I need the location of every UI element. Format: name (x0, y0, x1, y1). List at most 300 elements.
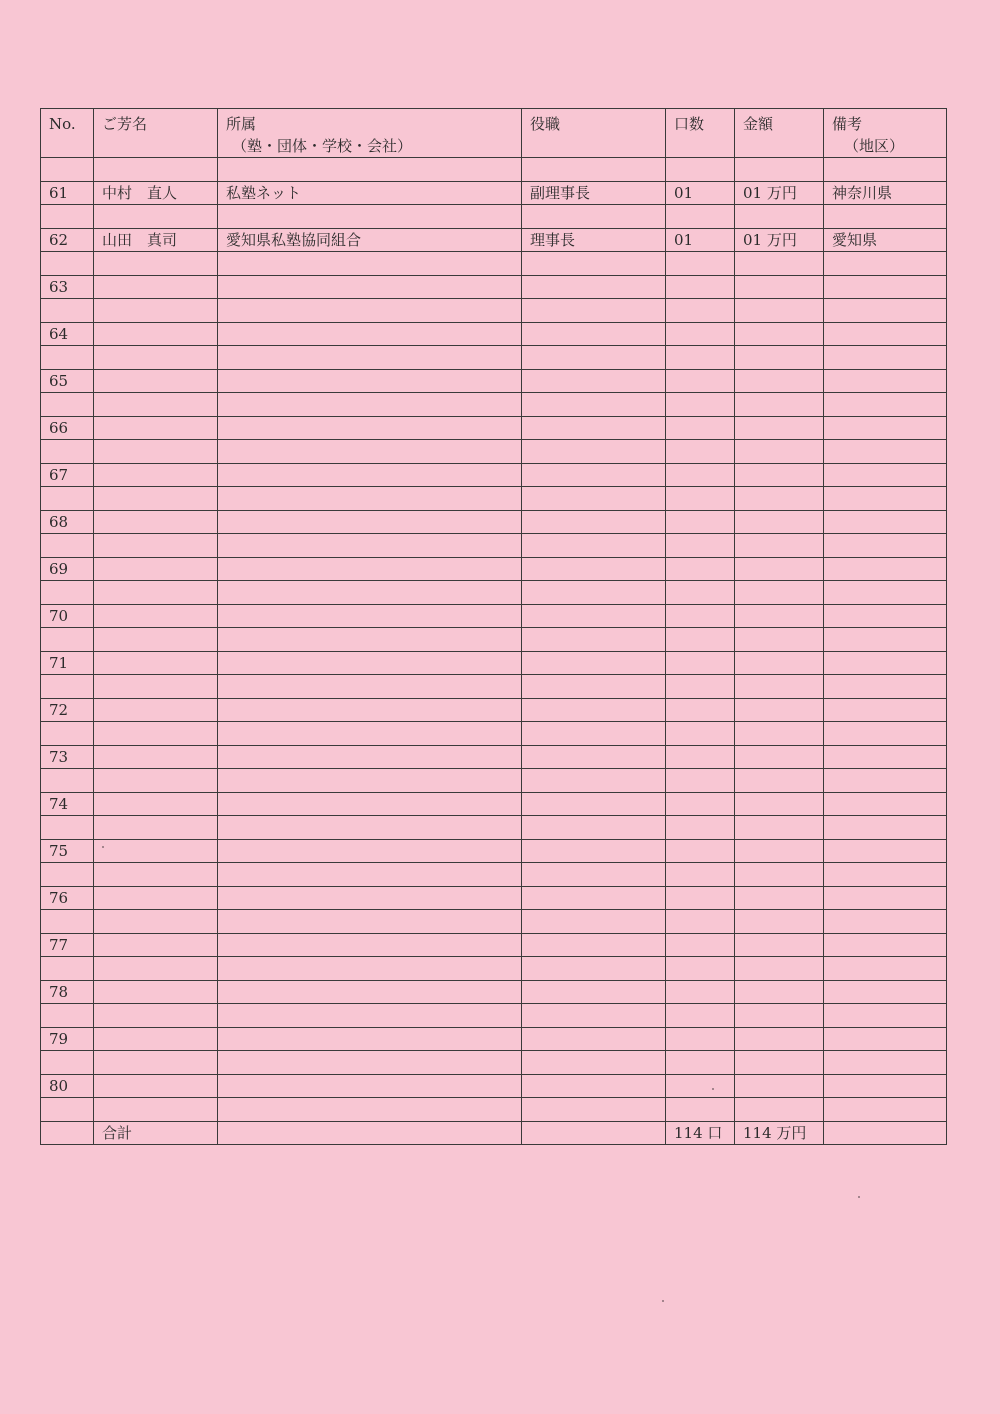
spacer-cell (824, 346, 947, 370)
spacer-cell (735, 628, 824, 652)
spacer-cell (666, 910, 735, 934)
spacer-cell (218, 1004, 522, 1028)
cell-units (666, 322, 735, 346)
table-row (41, 510, 947, 534)
cell-name (94, 557, 218, 581)
spacer-cell (666, 863, 735, 887)
cell-position (522, 886, 666, 910)
spacer-cell (666, 722, 735, 746)
cell-amount (735, 1027, 824, 1051)
cell-remarks (824, 275, 947, 299)
spacer-cell (824, 534, 947, 558)
spacer-cell (218, 534, 522, 558)
cell-remarks (824, 557, 947, 581)
spacer-cell (522, 393, 666, 417)
cell-no: 75 (41, 839, 94, 863)
cell-units (666, 745, 735, 769)
cell-name (94, 980, 218, 1004)
spacer-cell (735, 534, 824, 558)
cell-amount (735, 698, 824, 722)
cell-remarks: 神奈川県 (824, 181, 947, 205)
spacer-cell (666, 675, 735, 699)
spacer-row (41, 581, 947, 605)
spacer-cell (522, 581, 666, 605)
header-amount: 金額 (735, 109, 824, 158)
spacer-row (41, 1004, 947, 1028)
paper-speck (102, 846, 104, 848)
cell-amount (735, 557, 824, 581)
table-row (41, 839, 947, 863)
spacer-cell (218, 816, 522, 840)
spacer-cell (218, 675, 522, 699)
spacer-cell (41, 675, 94, 699)
cell-position (522, 745, 666, 769)
spacer-cell (824, 1004, 947, 1028)
spacer-cell (735, 675, 824, 699)
spacer-row (41, 299, 947, 323)
spacer-cell (666, 816, 735, 840)
cell-no: 73 (41, 745, 94, 769)
cell-amount (735, 604, 824, 628)
spacer-row (41, 252, 947, 276)
spacer-cell (735, 158, 824, 182)
cell-no: 63 (41, 275, 94, 299)
spacer-cell (666, 440, 735, 464)
cell-no: 71 (41, 651, 94, 675)
cell-units (666, 933, 735, 957)
spacer-cell (522, 863, 666, 887)
spacer-cell (94, 581, 218, 605)
cell-affiliation (218, 698, 522, 722)
spacer-cell (824, 205, 947, 229)
spacer-cell (94, 393, 218, 417)
table-row (41, 463, 947, 487)
spacer-cell (41, 957, 94, 981)
spacer-cell (94, 440, 218, 464)
spacer-cell (824, 158, 947, 182)
cell-units: 01 (666, 181, 735, 205)
cell-position (522, 557, 666, 581)
cell-position (522, 1074, 666, 1098)
cell-units (666, 369, 735, 393)
cell-units (666, 416, 735, 440)
spacer-cell (218, 158, 522, 182)
spacer-cell (218, 1098, 522, 1122)
cell-position (522, 463, 666, 487)
cell-position (522, 933, 666, 957)
cell-amount (735, 933, 824, 957)
header-no: No. (41, 109, 94, 158)
cell-units (666, 1027, 735, 1051)
spacer-cell (666, 205, 735, 229)
cell-affiliation (218, 322, 522, 346)
spacer-row (41, 863, 947, 887)
cell-position (522, 698, 666, 722)
spacer-cell (218, 910, 522, 934)
cell-affiliation (218, 839, 522, 863)
table-row (41, 886, 947, 910)
spacer-cell (41, 346, 94, 370)
spacer-cell (824, 252, 947, 276)
spacer-cell (41, 722, 94, 746)
spacer-cell (824, 299, 947, 323)
cell-amount (735, 745, 824, 769)
cell-position (522, 1027, 666, 1051)
spacer-row (41, 628, 947, 652)
spacer-cell (522, 299, 666, 323)
header-name: ご芳名 (94, 109, 218, 158)
spacer-cell (735, 910, 824, 934)
cell-affiliation (218, 463, 522, 487)
spacer-cell (666, 299, 735, 323)
total-no-cell (41, 1121, 94, 1144)
spacer-cell (666, 581, 735, 605)
spacer-cell (666, 628, 735, 652)
table-row (41, 1074, 947, 1098)
spacer-cell (41, 581, 94, 605)
table-row (41, 228, 947, 252)
total-label: 合計 (94, 1121, 218, 1144)
cell-affiliation (218, 792, 522, 816)
spacer-cell (218, 440, 522, 464)
spacer-cell (522, 158, 666, 182)
table-row (41, 275, 947, 299)
spacer-cell (94, 252, 218, 276)
total-position-cell (522, 1121, 666, 1144)
table-row (41, 369, 947, 393)
total-remarks-cell (824, 1121, 947, 1144)
spacer-cell (41, 628, 94, 652)
spacer-cell (824, 628, 947, 652)
cell-position (522, 651, 666, 675)
spacer-cell (94, 910, 218, 934)
spacer-cell (41, 863, 94, 887)
spacer-cell (41, 393, 94, 417)
spacer-row (41, 769, 947, 793)
cell-remarks (824, 1074, 947, 1098)
cell-units (666, 792, 735, 816)
cell-amount (735, 980, 824, 1004)
header-position: 役職 (522, 109, 666, 158)
cell-remarks (824, 604, 947, 628)
cell-position (522, 416, 666, 440)
spacer-cell (735, 205, 824, 229)
cell-amount (735, 369, 824, 393)
spacer-cell (218, 1051, 522, 1075)
spacer-cell (824, 1098, 947, 1122)
spacer-row (41, 534, 947, 558)
spacer-cell (666, 957, 735, 981)
spacer-cell (94, 346, 218, 370)
spacer-cell (94, 675, 218, 699)
spacer-cell (735, 1098, 824, 1122)
spacer-cell (41, 299, 94, 323)
cell-name (94, 275, 218, 299)
cell-position (522, 604, 666, 628)
spacer-cell (666, 1098, 735, 1122)
spacer-row (41, 816, 947, 840)
spacer-cell (735, 957, 824, 981)
total-amount: 114 万円 (735, 1121, 824, 1144)
table-row (41, 322, 947, 346)
spacer-cell (94, 1098, 218, 1122)
spacer-cell (735, 487, 824, 511)
cell-position (522, 510, 666, 534)
spacer-row (41, 393, 947, 417)
cell-amount (735, 839, 824, 863)
cell-affiliation (218, 1027, 522, 1051)
total-units: 114 口 (666, 1121, 735, 1144)
spacer-cell (522, 487, 666, 511)
spacer-cell (522, 1004, 666, 1028)
spacer-cell (41, 769, 94, 793)
spacer-cell (522, 910, 666, 934)
spacer-cell (735, 299, 824, 323)
spacer-cell (94, 722, 218, 746)
cell-units (666, 463, 735, 487)
cell-name (94, 510, 218, 534)
cell-remarks (824, 651, 947, 675)
spacer-cell (522, 534, 666, 558)
cell-amount (735, 322, 824, 346)
spacer-cell (824, 393, 947, 417)
spacer-cell (522, 957, 666, 981)
cell-units (666, 980, 735, 1004)
spacer-cell (735, 816, 824, 840)
cell-position (522, 839, 666, 863)
spacer-row (41, 675, 947, 699)
spacer-cell (735, 1004, 824, 1028)
cell-no: 72 (41, 698, 94, 722)
cell-affiliation: 私塾ネット (218, 181, 522, 205)
header-remarks-sub: （地区） (844, 137, 905, 155)
cell-remarks (824, 933, 947, 957)
spacer-cell (522, 722, 666, 746)
spacer-cell (41, 252, 94, 276)
spacer-cell (522, 252, 666, 276)
spacer-cell (94, 534, 218, 558)
header-remarks: 備考 （地区） (824, 109, 947, 158)
spacer-cell (522, 346, 666, 370)
donor-ledger-table (40, 108, 947, 1145)
total-row (41, 1121, 947, 1144)
cell-no: 64 (41, 322, 94, 346)
cell-no: 78 (41, 980, 94, 1004)
spacer-cell (94, 769, 218, 793)
spacer-cell (666, 393, 735, 417)
spacer-cell (522, 628, 666, 652)
spacer-cell (218, 299, 522, 323)
cell-remarks (824, 745, 947, 769)
spacer-row (41, 1098, 947, 1122)
cell-name (94, 416, 218, 440)
spacer-row (41, 957, 947, 981)
cell-amount (735, 651, 824, 675)
spacer-cell (94, 205, 218, 229)
cell-units (666, 275, 735, 299)
spacer-cell (41, 910, 94, 934)
cell-no: 69 (41, 557, 94, 581)
cell-remarks (824, 322, 947, 346)
spacer-cell (41, 1098, 94, 1122)
cell-affiliation (218, 369, 522, 393)
cell-position: 理事長 (522, 228, 666, 252)
spacer-cell (824, 769, 947, 793)
table-row (41, 698, 947, 722)
cell-name (94, 839, 218, 863)
spacer-cell (94, 487, 218, 511)
cell-remarks: 愛知県 (824, 228, 947, 252)
cell-no: 79 (41, 1027, 94, 1051)
cell-no: 77 (41, 933, 94, 957)
spacer-cell (735, 252, 824, 276)
spacer-cell (522, 1051, 666, 1075)
cell-affiliation: 愛知県私塾協同組合 (218, 228, 522, 252)
spacer-cell (218, 722, 522, 746)
cell-remarks (824, 510, 947, 534)
spacer-cell (735, 346, 824, 370)
spacer-cell (41, 1004, 94, 1028)
table-row (41, 1027, 947, 1051)
cell-remarks (824, 839, 947, 863)
cell-amount: 01 万円 (735, 181, 824, 205)
spacer-cell (218, 252, 522, 276)
spacer-cell (522, 675, 666, 699)
spacer-cell (735, 581, 824, 605)
header-affiliation-sub: （塾・団体・学校・会社） (232, 137, 413, 155)
table-row (41, 651, 947, 675)
spacer-row (41, 346, 947, 370)
spacer-cell (94, 863, 218, 887)
spacer-cell (218, 393, 522, 417)
cell-remarks (824, 698, 947, 722)
cell-remarks (824, 369, 947, 393)
spacer-cell (735, 1051, 824, 1075)
cell-name (94, 745, 218, 769)
cell-remarks (824, 416, 947, 440)
cell-affiliation (218, 604, 522, 628)
cell-affiliation (218, 651, 522, 675)
cell-name: 山田 真司 (94, 228, 218, 252)
cell-affiliation (218, 275, 522, 299)
cell-units (666, 651, 735, 675)
cell-affiliation (218, 980, 522, 1004)
spacer-row (41, 487, 947, 511)
cell-remarks (824, 792, 947, 816)
spacer-cell (522, 440, 666, 464)
spacer-cell (666, 487, 735, 511)
spacer-cell (735, 440, 824, 464)
spacer-cell (522, 816, 666, 840)
spacer-cell (94, 158, 218, 182)
spacer-cell (41, 816, 94, 840)
cell-no: 62 (41, 228, 94, 252)
cell-amount (735, 886, 824, 910)
spacer-cell (94, 816, 218, 840)
cell-affiliation (218, 886, 522, 910)
spacer-cell (41, 205, 94, 229)
cell-affiliation (218, 933, 522, 957)
cell-position: 副理事長 (522, 181, 666, 205)
cell-amount (735, 416, 824, 440)
cell-name (94, 1027, 218, 1051)
spacer-cell (218, 628, 522, 652)
spacer-cell (41, 534, 94, 558)
table-row (41, 604, 947, 628)
cell-no: 70 (41, 604, 94, 628)
cell-no: 68 (41, 510, 94, 534)
spacer-cell (522, 205, 666, 229)
cell-amount (735, 510, 824, 534)
spacer-row (41, 205, 947, 229)
spacer-cell (94, 628, 218, 652)
table-row (41, 557, 947, 581)
table-row (41, 745, 947, 769)
table-row (41, 181, 947, 205)
cell-name (94, 886, 218, 910)
spacer-cell (824, 581, 947, 605)
cell-units (666, 698, 735, 722)
table-row (41, 416, 947, 440)
cell-no: 66 (41, 416, 94, 440)
cell-name (94, 1074, 218, 1098)
spacer-cell (824, 910, 947, 934)
spacer-cell (218, 205, 522, 229)
spacer-cell (666, 346, 735, 370)
cell-name (94, 369, 218, 393)
cell-remarks (824, 886, 947, 910)
header-affiliation: 所属 （塾・団体・学校・会社） (218, 109, 522, 158)
spacer-cell (218, 769, 522, 793)
spacer-cell (666, 158, 735, 182)
cell-name: 中村 直人 (94, 181, 218, 205)
spacer-cell (824, 722, 947, 746)
cell-position (522, 322, 666, 346)
spacer-cell (824, 863, 947, 887)
cell-name (94, 933, 218, 957)
spacer-cell (94, 299, 218, 323)
cell-affiliation (218, 416, 522, 440)
cell-units: 01 (666, 228, 735, 252)
cell-units (666, 510, 735, 534)
spacer-row (41, 1051, 947, 1075)
spacer-cell (735, 722, 824, 746)
spacer-cell (218, 487, 522, 511)
cell-name (94, 651, 218, 675)
total-affiliation-cell (218, 1121, 522, 1144)
spacer-cell (666, 1051, 735, 1075)
cell-name (94, 463, 218, 487)
cell-name (94, 792, 218, 816)
spacer-cell (735, 769, 824, 793)
cell-name (94, 604, 218, 628)
cell-affiliation (218, 745, 522, 769)
spacer-row (41, 158, 947, 182)
cell-no: 80 (41, 1074, 94, 1098)
cell-name (94, 322, 218, 346)
spacer-row (41, 722, 947, 746)
header-row (41, 109, 947, 158)
paper-speck (712, 1088, 714, 1090)
cell-amount (735, 1074, 824, 1098)
spacer-cell (41, 158, 94, 182)
cell-amount (735, 792, 824, 816)
spacer-cell (218, 863, 522, 887)
spacer-cell (41, 487, 94, 511)
cell-units (666, 557, 735, 581)
table-row (41, 980, 947, 1004)
spacer-cell (218, 346, 522, 370)
